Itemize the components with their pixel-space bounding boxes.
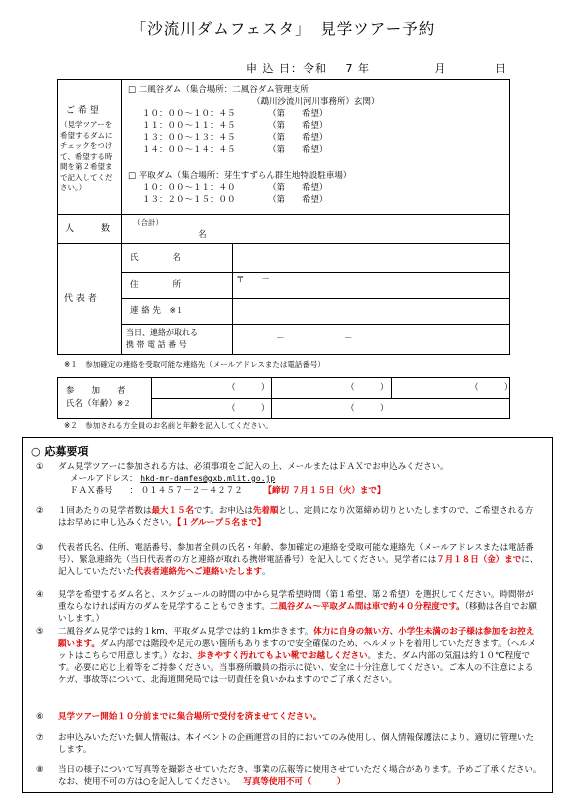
item-4-text: 見学を希望するダム名と、スケジュールの時間の中から見学希望時間（第１希望、第２希望）を選択してください。時間帯が重ならなければ両方のダムを見学することもできます。二風谷ダム～平取ダム間は車で約４０分程度です。（移動は各自でお願いします。）	[58, 590, 537, 624]
dam2-time-2: １３：２０～１５：００	[142, 195, 236, 205]
dam1-time-4: １４：００～１４：４５	[142, 145, 236, 155]
fax-label: ＦＡＸ番号 ：	[70, 486, 139, 496]
people-label: 人 数	[65, 224, 111, 234]
dam2-choice-2[interactable]: （第 希望）	[268, 195, 328, 205]
people-total: （合計）	[133, 218, 163, 227]
item-1-num: ①	[36, 462, 44, 472]
dam1-choice-3[interactable]: （第 希望）	[268, 133, 328, 143]
item-8-num: ⑧	[36, 765, 44, 775]
dam2-checkbox[interactable]: □	[128, 171, 137, 181]
participant-age-5[interactable]: （ ）	[346, 404, 389, 414]
dam1-choice-2[interactable]: （第 希望）	[268, 121, 328, 131]
participant-age-1[interactable]: （ ）	[227, 383, 270, 393]
item-1-fax-row	[70, 485, 385, 497]
year-number: 7	[345, 62, 354, 75]
application-date	[246, 60, 507, 76]
note-2: ※２ 参加される方全員のお名前と年齢を記入してください。	[64, 421, 273, 430]
participant-age-4[interactable]: （ ）	[227, 404, 270, 414]
rep-mobile-field[interactable]: － －	[276, 334, 353, 344]
rep-postal[interactable]: 〒 －	[236, 275, 271, 285]
dam1-choice-1[interactable]: （第 希望）	[268, 109, 328, 119]
participants-name-age: 氏名（年齢）	[66, 399, 118, 409]
dam1-time-3: １３：００～１３：４５	[142, 133, 236, 143]
day-label: 日	[495, 62, 507, 75]
participants-label-2	[66, 398, 131, 410]
representative-label: 代 表 者	[64, 294, 97, 304]
dam2-row[interactable]	[128, 170, 351, 182]
dam1-name-cont: （鵡川沙流川河川事務所）玄関）	[252, 97, 380, 107]
contact-text: 連 絡 先	[130, 306, 161, 316]
participants-label-1: 参 加 者	[66, 386, 126, 396]
item-5-text: 二風谷ダム見学では約１km、平取ダム見学では約１km歩きます。体力に自身の無い方、小学生未満のお子様は参加をお控え願います。ダム内部では階段や足元の悪い箇所もありますので安全確保のため、ヘルメットを着用していただきます。（ヘルメットはこちらで用意します。）なお、歩きやすく汚れてもよい靴でお越しください。また、ダム内部の気温は約１０℃程度です。必要に応じ上着等をご持参ください。当事務所職員の指示に従い、安全に十分注意してください。ご本人の不注意によるケガ、事故等について、北海道開発局では一切責任を負いかねますのでご了承ください。	[58, 627, 537, 685]
dam1-time-2: １１：００～１１：４５	[142, 121, 236, 131]
dam1-row[interactable]	[128, 84, 309, 96]
dam2-time-1: １０：００～１１：４０	[142, 183, 236, 193]
item-2-text: １回あたりの見学者数は最大１５名です。お申込は先着順とし、定員になり次第締め切りといたしますので、ご希望される方はお早めに申し込みください。【１グループ５名まで】	[58, 506, 534, 528]
note-1: ※１ 参加確定の連絡を受取可能な連絡先（メールアドレスまたは電話番号）	[64, 360, 325, 369]
rep-address-label: 住 所	[130, 280, 182, 290]
item-1-email-row	[70, 473, 275, 485]
dam1-name: 二風谷ダム（集合場所：二風谷ダム管理支所	[138, 85, 309, 95]
item-5-num: ⑤	[36, 627, 44, 637]
rep-mobile-label-1: 当日、連絡が取れる	[126, 328, 198, 337]
item-8-text: 当日の様子について写真等を撮影させていただき、事業の広報等に使用させていただく場合があります。予めご了承ください。なお、使用不可の方は○を記入してください。 写真等使用不可（ ）	[58, 765, 542, 787]
participant-age-3[interactable]: （ ）	[470, 383, 513, 393]
contact-note-mark: ※１	[169, 306, 184, 315]
item-3-num: ③	[36, 543, 44, 553]
item-7-num: ⑦	[36, 733, 44, 743]
participant-age-2[interactable]: （ ）	[346, 383, 389, 393]
wish-note: （見学ツアーを希望するダムにチェックをつけて、希望する時間を第２希望まで記入してください。）	[60, 120, 113, 192]
item-6-text: 見学ツアー開始１０分前までに集合場所で受付を済ませてください。	[58, 712, 322, 722]
people-unit: 名	[198, 230, 207, 240]
rep-name-label: 氏 名	[130, 253, 182, 263]
dam1-time-1: １０：００～１０：４５	[142, 109, 236, 119]
email-link[interactable]: hkd-mr-damfes@gxb.mlit.go.jp	[140, 474, 276, 483]
item-2-num: ②	[36, 506, 44, 516]
dam1-checkbox[interactable]: □	[128, 85, 137, 95]
item-6-num: ⑥	[36, 712, 44, 722]
fax-number: ０１４５７－２－４２７２	[140, 486, 243, 496]
rep-mobile-label-2: 携 帯 電 話 番 号	[126, 340, 187, 349]
item-4-num: ④	[36, 590, 44, 600]
date-label: 申 込 日：令和	[246, 62, 327, 75]
wish-label: ご 希 望	[66, 106, 99, 116]
dam1-choice-4[interactable]: （第 希望）	[268, 145, 328, 155]
email-label: メールアドレス：	[70, 474, 138, 484]
item-1-text: ダム見学ツアーに参加される方は、必須事項をご記入の上、メールまたはＦＡＸでお申込みください。	[58, 462, 449, 472]
rep-contact-label	[130, 305, 183, 317]
dam2-choice-1[interactable]: （第 希望）	[268, 183, 328, 193]
item-7-text: お申込みいただいた個人情報は、本イベントの企画運営の目的においてのみ使用し、個人情報保護法により、適切に管理いたします。	[58, 733, 535, 755]
month-label: 月	[434, 62, 447, 75]
item-3-text: 代表者氏名、住所、電話番号、参加者全員の氏名・年齢、参加確定の連絡を受取可能な連絡先（メールアドレスまたは電話番号）、緊急連絡先（当日代表者の方と連絡が取れる携帯電話番号）を記入してください。見学者には７月１８日（金）までに、記入していただいた代表者連絡先へご連絡いたします。	[58, 543, 539, 577]
requirements-heading: ○ 応募要項	[31, 445, 89, 458]
dam2-name: 平取ダム（集合場所：芽生すずらん群生地特設駐車場）	[138, 171, 352, 181]
participants-note-mark: ※２	[117, 399, 131, 408]
year-label: 年	[358, 62, 370, 75]
deadline: 【締切 ７月１５日（火）まで】	[263, 486, 386, 496]
page-title: 「沙流川ダムフェスタ」 見学ツアー予約	[130, 20, 436, 38]
